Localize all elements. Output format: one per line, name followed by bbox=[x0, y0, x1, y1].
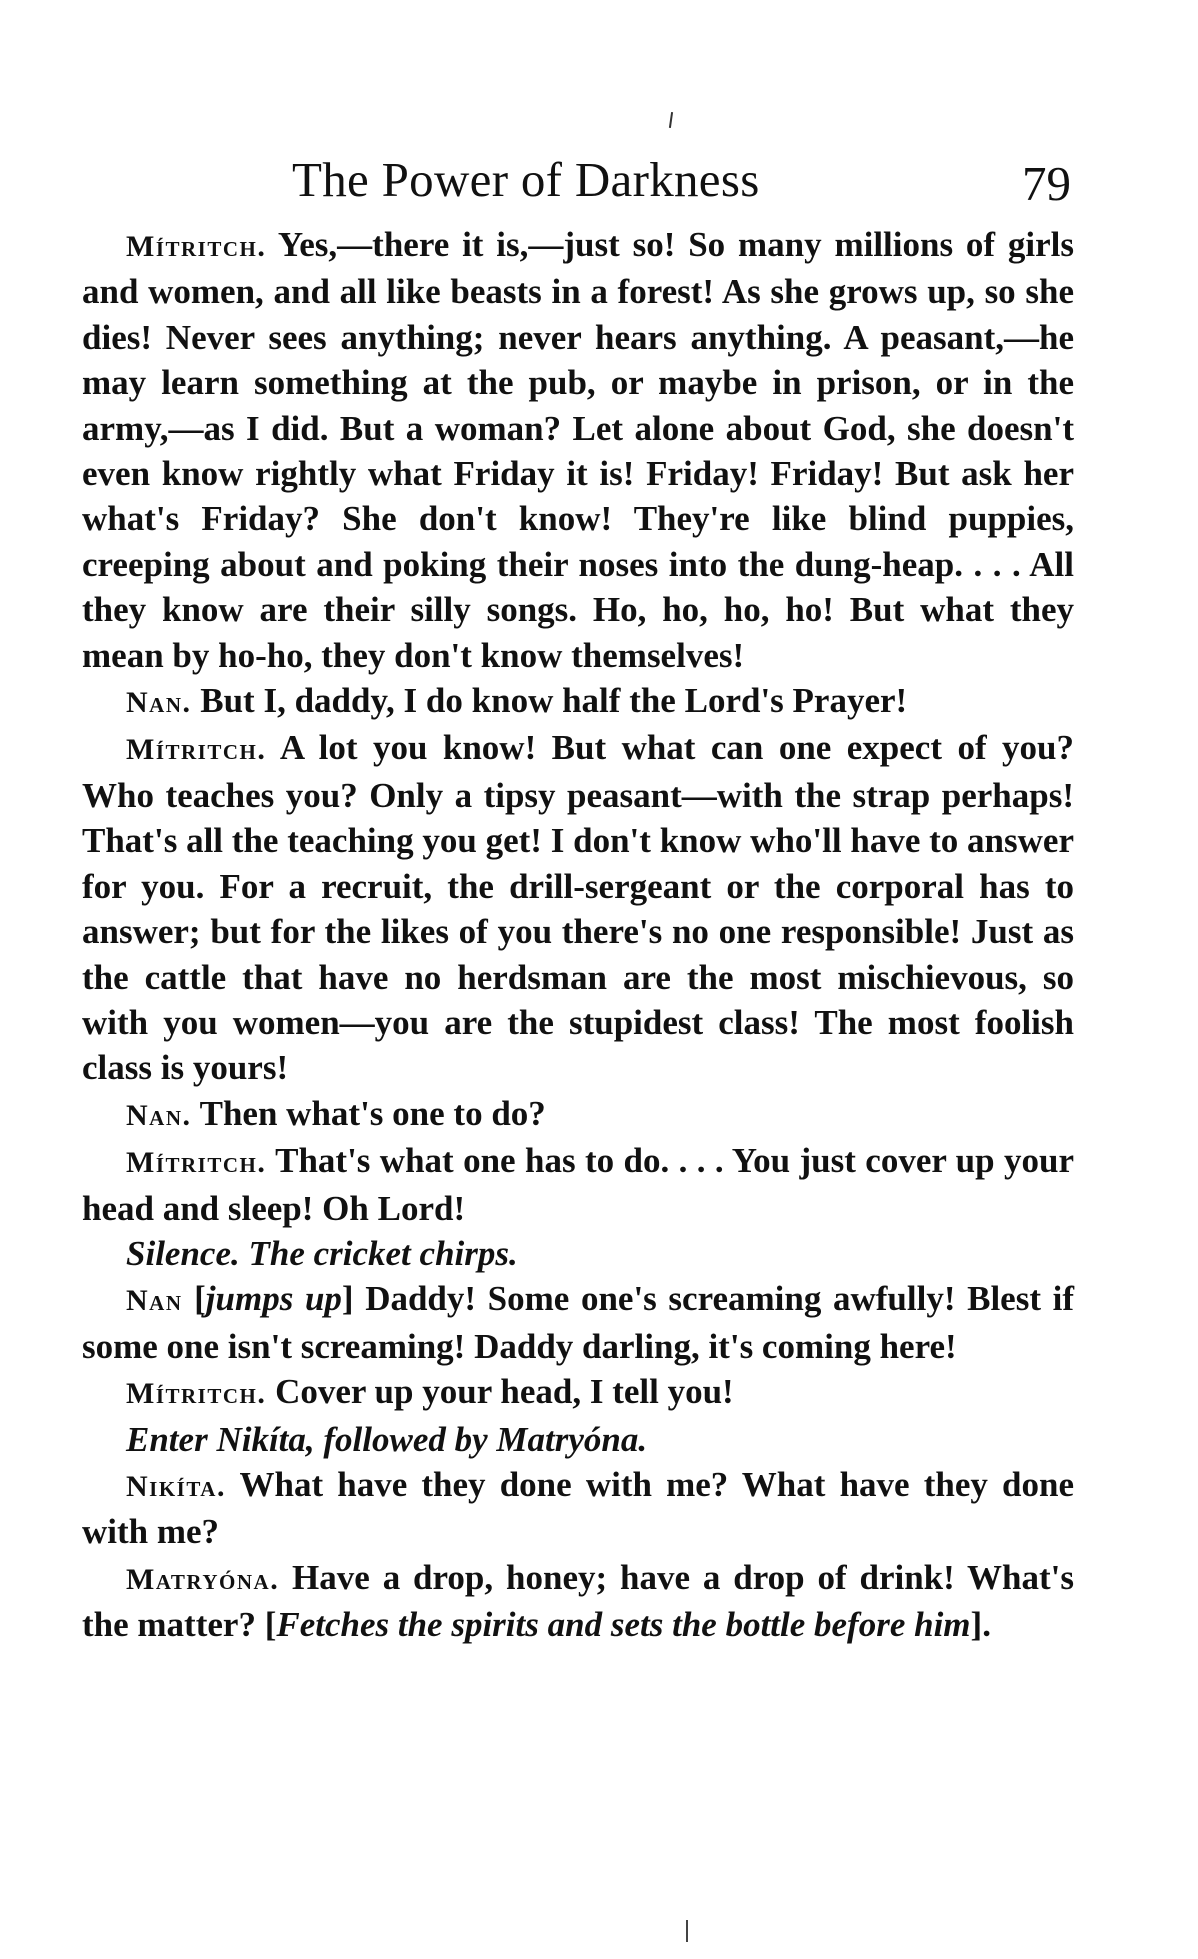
speech-mitritch-4 bbox=[82, 1369, 1074, 1416]
speaker-name: Nikíta. bbox=[126, 1469, 226, 1503]
speech-text: That's what one has to do. . . . You just cover up your head and sleep! Oh Lord! bbox=[82, 1141, 1074, 1228]
speech-matryona-1 bbox=[82, 1555, 1074, 1648]
speech-text: What have they done with me? What have they done with me? bbox=[82, 1464, 1074, 1552]
speech-nikita-1 bbox=[82, 1462, 1074, 1555]
speech-text: A lot you know! But what can one expect of you? Who teaches you? Only a tipsy peasant—with the strap perhaps! That's all the teaching you get! I don't know who'll have to answer for you. For a recruit, the drill-sergeant or the corporal has to answer; but for the likes of you there's no one responsible! Just as the cattle that have no herdsman are the most mischievous, so with you women—you are the stupidest class! The most foolish class is yours! bbox=[82, 728, 1074, 1088]
speech-mitritch-2 bbox=[82, 725, 1074, 1090]
speaker-name: Nan. bbox=[126, 1098, 192, 1132]
open-bracket: [ bbox=[182, 1279, 206, 1319]
speaker-name: Mítritch. bbox=[126, 230, 267, 263]
page-body bbox=[82, 222, 1074, 1648]
speech-nan-1 bbox=[82, 678, 1074, 725]
stage-direction-silence: Silence. The cricket chirps. bbox=[126, 1233, 518, 1273]
speech-nan-3 bbox=[82, 1276, 1074, 1369]
gutter-mark bbox=[686, 1920, 688, 1942]
running-title: The Power of Darkness bbox=[292, 152, 760, 207]
printing-mark bbox=[669, 112, 673, 128]
speech-text: Cover up your head, I tell you! bbox=[266, 1372, 734, 1412]
page-number: 79 bbox=[1022, 156, 1071, 211]
speech-nan-2 bbox=[82, 1091, 1074, 1138]
speaker-name: Matryóna. bbox=[126, 1562, 280, 1596]
close-bracket: ]. bbox=[970, 1605, 991, 1645]
close-bracket: ] bbox=[341, 1279, 354, 1319]
speech-mitritch-1 bbox=[82, 222, 1074, 678]
speech-text: Then what's one to do? bbox=[191, 1093, 546, 1133]
speaker-name: Mítritch. bbox=[126, 1377, 267, 1411]
speech-text: Yes,—there it is,—just so! So many millions of girls and women, and all like beasts in a forest! As she grows up, so she dies! Never sees anything; never hears anything. A peasant,—he may learn something at the pub, or maybe in prison, or in the army,—as I did. But a woman? Let alone about God, she doesn't even know rightly what Friday it is! Friday! Friday! But ask her what's Friday? She don't know! They're like blind puppies, creeping about and poking their noses into the dung-heap. . . . All they know are their silly songs. Ho, ho, ho, ho! But what they mean by ho-ho, they don't know themselves! bbox=[82, 225, 1074, 675]
inline-stage-direction: Fetches the spirits and sets the bottle before him bbox=[276, 1605, 971, 1645]
speech-mitritch-3 bbox=[82, 1138, 1074, 1231]
page-header bbox=[0, 150, 1198, 220]
speech-text: Have a drop, honey; have a drop of drink! What's the matter? bbox=[82, 1557, 1074, 1645]
speaker-name: Mítritch. bbox=[126, 1146, 267, 1180]
speech-text: But I, daddy, I do know half the Lord's Prayer! bbox=[191, 681, 908, 721]
open-bracket: [ bbox=[264, 1605, 277, 1645]
speaker-name: Nan. bbox=[126, 686, 192, 720]
speech-text: Daddy! Some one's screaming awfully! Blest if some one isn't screaming! Daddy darling, it's coming here! bbox=[82, 1279, 1074, 1366]
inline-stage-direction: jumps up bbox=[205, 1279, 342, 1319]
speaker-name: Mítritch. bbox=[126, 733, 267, 767]
stage-direction-enter: Enter Nikíta, followed by Matryóna. bbox=[126, 1419, 648, 1459]
speaker-name: Nan bbox=[126, 1284, 183, 1318]
